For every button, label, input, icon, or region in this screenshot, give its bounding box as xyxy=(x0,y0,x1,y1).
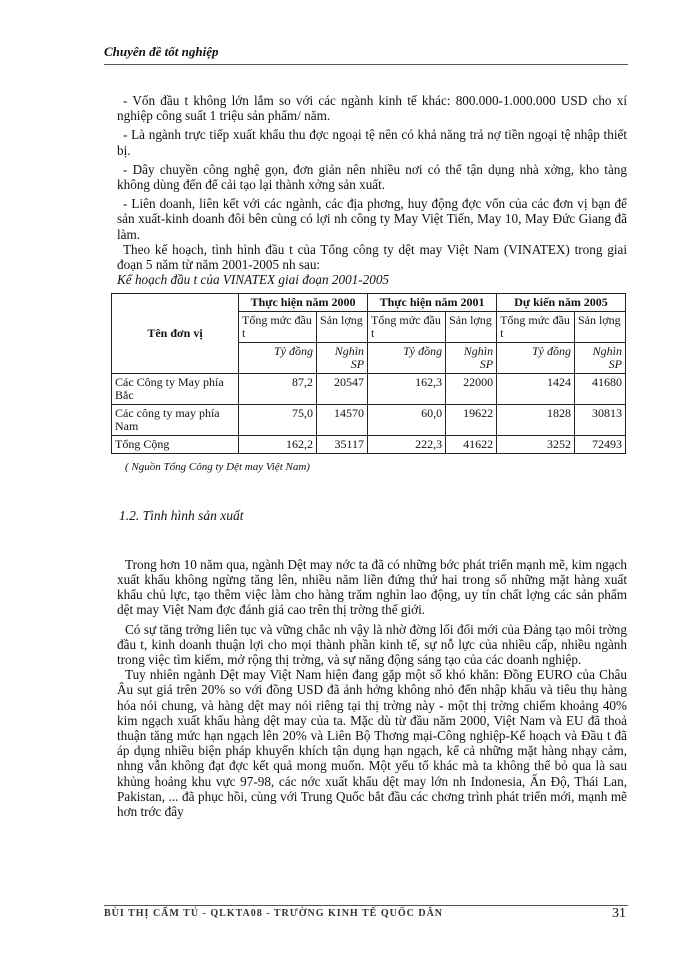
table-cell: 1828 xyxy=(497,405,575,436)
header-divider xyxy=(104,64,628,65)
body-paragraph-1: Trong hơn 10 năm qua, ngành Dệt may nớc ta đã có những bớc phát triển mạnh mẽ, kim ngạch xuất khẩu không ngừng tăng lên, nhiều năm liền đứng thứ hai trong số những mặt hàng xuất khẩu chủ lực, tạo thêm việc làm cho hàng trăm nghìn lao động, uy tín chất lợng các sản phẩm dệt may Việt Nam đợc đánh giá cao trên thị trờng thế giới. xyxy=(117,556,627,618)
table-row xyxy=(112,405,626,436)
table-cell: 41622 xyxy=(446,436,497,454)
subheader-cell: Sản lợng xyxy=(574,312,625,343)
table-header-row xyxy=(112,294,626,312)
body-paragraph-2: Có sự tăng trởng liên tục và vững chắc nh vậy là nhờ đờng lối đổi mới của Đảng tạo môi trờng đầu t, kinh doanh thuận lợi cho mọi thành phần kinh tế, sự nỗ lực của nhiều cấp, nhiều ngành trong việc tìm kiếm, mở rộng thị trờng, và sự năng động sáng tạo của các doanh nghiệp. xyxy=(117,621,627,668)
subheader-cell: Tổng mức đầu t xyxy=(497,312,575,343)
period-header: Dự kiến năm 2005 xyxy=(497,294,626,312)
unit-cell: Tỷ đồng xyxy=(239,343,317,374)
subheader-cell: Tổng mức đầu t xyxy=(239,312,317,343)
unit-cell: Tỷ đồng xyxy=(368,343,446,374)
row-label: Tổng Cộng xyxy=(112,436,239,454)
footer-divider xyxy=(104,905,628,906)
table-cell: 162,2 xyxy=(239,436,317,454)
unit-cell: Nghìn SP xyxy=(574,343,625,374)
table-cell: 30813 xyxy=(574,405,625,436)
table-caption: Kế hoạch đầu t của VINATEX giai đoạn 2001-2005 xyxy=(117,272,390,288)
table-row xyxy=(112,374,626,405)
period-header: Thực hiện năm 2000 xyxy=(239,294,368,312)
table-cell: 72493 xyxy=(574,436,625,454)
table-cell: 14570 xyxy=(317,405,368,436)
table-total-row xyxy=(112,436,626,454)
table-cell: 87,2 xyxy=(239,374,317,405)
table-cell: 162,3 xyxy=(368,374,446,405)
intro-paragraph-2: - Là ngành trực tiếp xuất khẩu thu đợc ngoại tệ nên có khả năng trả nợ tiền ngoại tệ nhập thiết bị. xyxy=(117,127,627,158)
period-header: Thực hiện năm 2001 xyxy=(368,294,497,312)
intro-paragraph-1: - Vốn đầu t không lớn lắm so với các ngành kinh tế khác: 800.000-1.000.000 USD cho xí nghiệp công suất 1 triệu sản phẩm/ năm. xyxy=(117,93,627,124)
table-cell: 19622 xyxy=(446,405,497,436)
subheader-cell: Tổng mức đầu t xyxy=(368,312,446,343)
footer-text: BÙI THỊ CẨM TÚ - QLKTA08 - TRƯỜNG KINH TẾ QUỐC DÂN xyxy=(104,908,444,919)
page-number: 31 xyxy=(612,906,626,921)
table-cell: 3252 xyxy=(497,436,575,454)
table-cell: 20547 xyxy=(317,374,368,405)
table-cell: 41680 xyxy=(574,374,625,405)
unit-cell: Nghìn SP xyxy=(446,343,497,374)
unit-cell: Tỷ đồng xyxy=(497,343,575,374)
unit-cell: Nghìn SP xyxy=(317,343,368,374)
subheader-cell: Sản lợng xyxy=(446,312,497,343)
page-body xyxy=(117,93,627,819)
unit-column-header: Tên đơn vị xyxy=(112,294,239,374)
table-cell: 60,0 xyxy=(368,405,446,436)
intro-paragraph-3: - Dây chuyền công nghệ gọn, đơn giản nên nhiều nơi có thể tận dụng nhà xởng, kho tàng không dùng đến để cải tạo lại thành xởng sản xuất. xyxy=(117,161,627,193)
row-label: Các Công ty May phía Bắc xyxy=(112,374,239,405)
table-cell: 222,3 xyxy=(368,436,446,454)
table-source-note: ( Nguồn Tổng Công ty Dệt may Việt Nam) xyxy=(125,461,310,474)
table-cell: 22000 xyxy=(446,374,497,405)
table-cell: 75,0 xyxy=(239,405,317,436)
row-label: Các công ty may phía Nam xyxy=(112,405,239,436)
intro-paragraph-4: - Liên doanh, liên kết với các ngành, các địa phơng, huy động đợc vốn của các đơn vị bạn để sản xuất-kinh doanh đôi bên cùng có lợi nh công ty May Việt Tiến, May 10, May Đức Giang đã làm. xyxy=(117,196,627,242)
table-cell: 35117 xyxy=(317,436,368,454)
body-paragraph-3: Tuy nhiên ngành Dệt may Việt Nam hiện đang gặp một số khó khăn: Đồng EURO của Châu Âu sụt giá trên 20% so với đồng USD đã ảnh hởng không nhỏ đến nhập khẩu và tiêu thụ hàng hóa nói chung, và hàng dệt may nói riêng tại thị trờng này - một thị trờng chiếm khoảng 40% kim ngạch xuất khẩu hàng dệt may của ta. Mặc dù từ đầu năm 2000, Việt Nam và EU đã thoả thuận tăng mức hạn ngạch lên 20% và Liên Bộ Thơng mại-Công nghiệp-Kế hoạch và Đầu t đã áp dụng nhiều biện pháp khuyến khích tận dụng hạn ngạch, kể cả những mặt hàng nhạy cảm, nhng vẫn không đạt đợc kết quả mong muốn. Một yếu tố khác mà ta không thể bỏ qua là sau khủng hoảng khu vực 97-98, các nớc xuất khẩu dệt may lớn nh Indonesia, Ấn Độ, Thái Lan, Pakistan, ... đã phục hồi, cùng với Trung Quốc bắt đầu các chơng trình phát triển mới, mạnh mẽ hơn trớc đây xyxy=(117,667,627,820)
intro-paragraph-5: Theo kế hoạch, tình hình đầu t của Tổng công ty dệt may Việt Nam (VINATEX) trong giai đoạn 5 năm từ năm 2001-2005 nh sau: xyxy=(117,241,627,273)
table-cell: 1424 xyxy=(497,374,575,405)
subheader-cell: Sản lợng xyxy=(317,312,368,343)
document-header: Chuyên đề tốt nghiệp xyxy=(104,44,219,59)
section-heading: 1.2. Tình hình sản xuất xyxy=(119,507,244,523)
investment-table xyxy=(111,293,626,454)
